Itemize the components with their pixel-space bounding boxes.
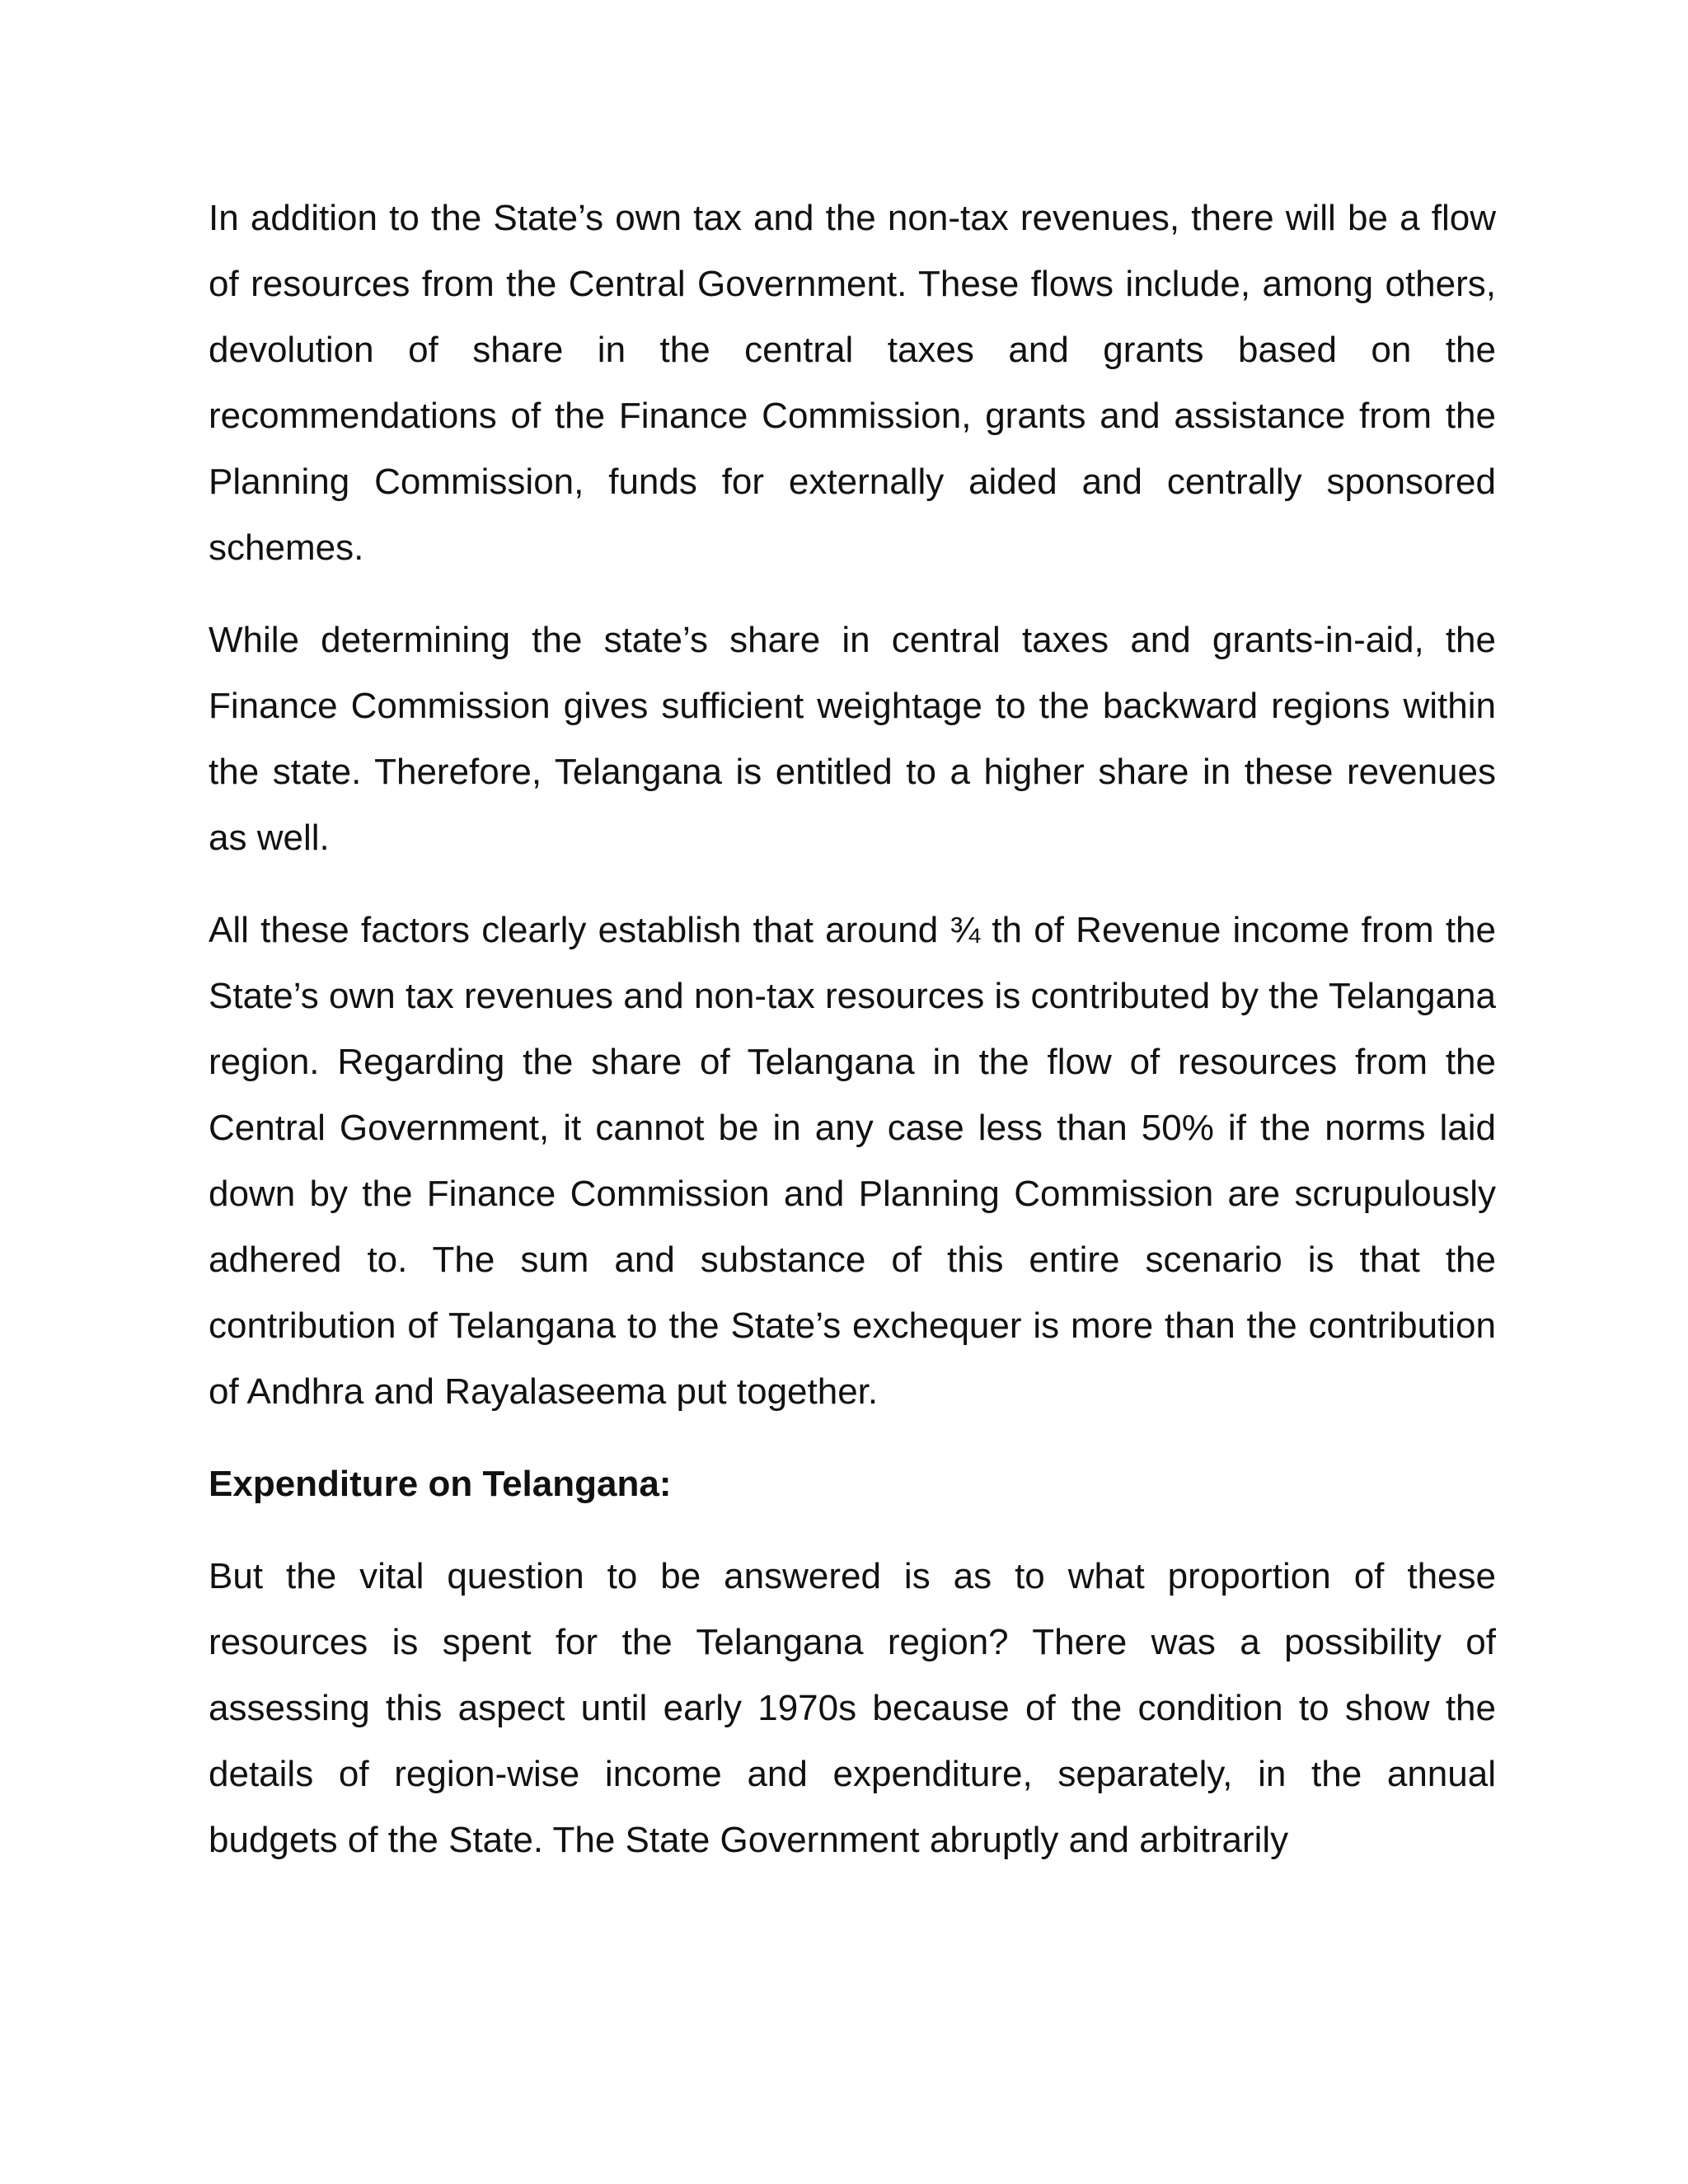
document-page — [209, 185, 1496, 1900]
paragraph-expenditure-question: But the vital question to be answered is as to what proportion of these resources is spent for the Telangana region? There was a possibility of assessing this aspect until early 1970s because of the condition to show the details of region-wise income and expenditure, separately, in the annual budgets of the State. The State Government abruptly and arbitrarily — [209, 1556, 1496, 1860]
paragraph-revenue-contribution: All these factors clearly establish that around ¾ th of Revenue income from the State’s own tax revenues and non-tax resources is contributed by the Telangana region. Regarding the share of Telangana in the flow of resources from the Central Government, it cannot be in any case less than 50% if the norms laid down by the Finance Commission and Planning Commission are scrupulously adhered to. The sum and substance of this entire scenario is that the contribution of Telangana to the State’s exchequer is more than the contribution of Andhra and Rayalaseema put together. — [209, 910, 1496, 1412]
section-heading: Expenditure on Telangana: — [209, 1464, 672, 1504]
paragraph-central-resources: In addition to the State’s own tax and the non-tax revenues, there will be a flow of resources from the Central Government. These flows include, among others, devolution of share in the central taxes and grants based on the recommendations of the Finance Commission, grants and assistance from the Planning Commission, funds for externally aided and centrally sponsored schemes. — [209, 198, 1496, 568]
paragraph-finance-commission: While determining the state’s share in central taxes and grants-in-aid, the Finance Commission gives sufficient weightage to the backward regions within the state. Therefore, Telangana is entitled to a higher share in these revenues as well. — [209, 620, 1496, 858]
